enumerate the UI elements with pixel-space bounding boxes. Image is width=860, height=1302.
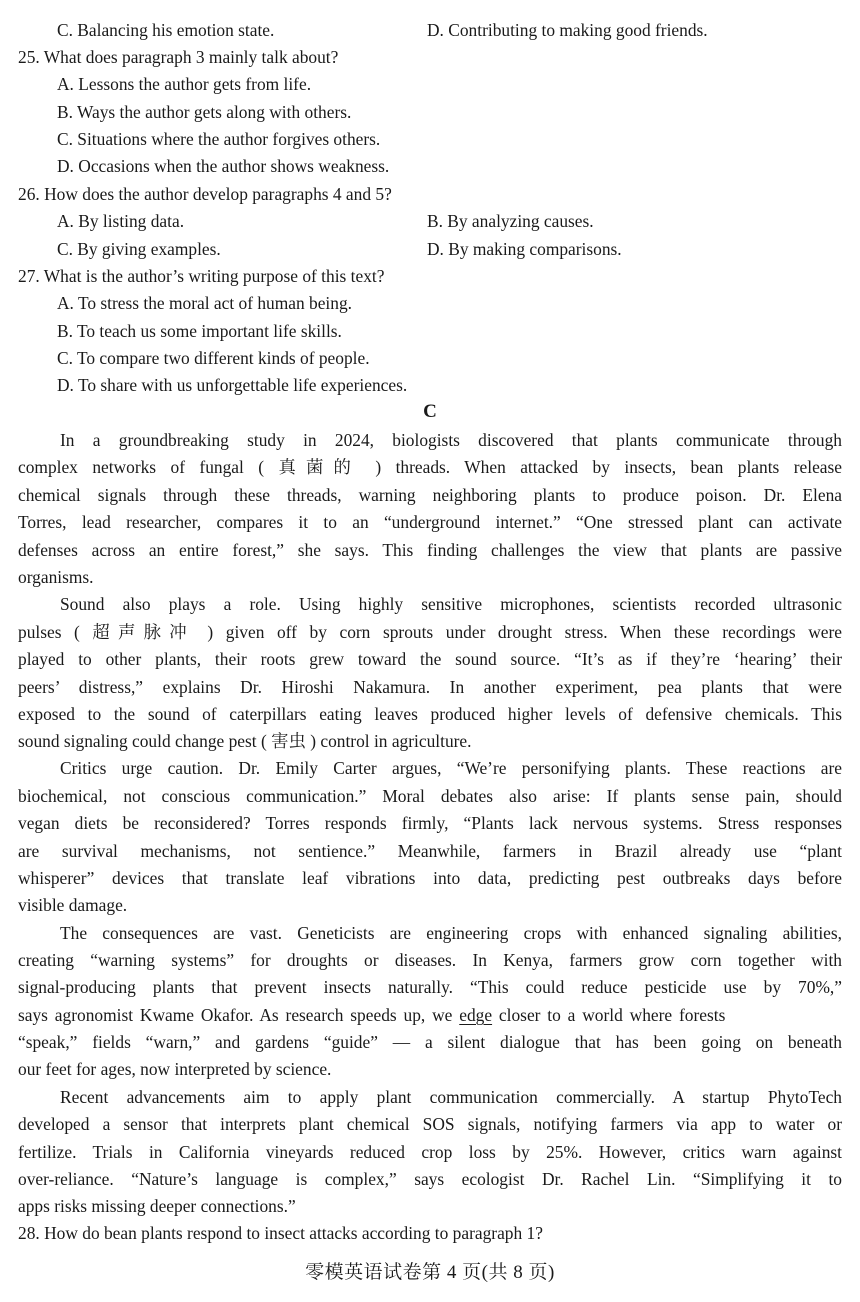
q27-stem: 27. What is the author’s writing purpose of this text? xyxy=(18,266,385,286)
paragraph-line: Torres, lead researcher, compares it to an “underground internet.” “One stressed plant can activate xyxy=(18,512,842,532)
paragraph-line: organisms. xyxy=(18,567,94,587)
paragraph-line: pulses ( 超声脉冲 ) given off by corn sprouts under drought stress. When these recordings were xyxy=(18,622,842,642)
paragraph-line: signal-producing plants that prevent insects naturally. “This could reduce pesticide use by 70%,” xyxy=(18,977,842,997)
q26-option-c: C. By giving examples. xyxy=(57,239,221,259)
paragraph-line: exposed to the sound of caterpillars eating leaves produced higher levels of defensive chemicals. This xyxy=(18,704,842,724)
q27-option-a: A. To stress the moral act of human being. xyxy=(57,293,353,313)
paragraph-line: played to other plants, their roots grew toward the sound source. “It’s as if they’re ‘hearing’ their xyxy=(18,649,842,669)
paragraph-text: closer to a world where forests xyxy=(492,1005,726,1025)
paragraph-line: complex networks of fungal ( 真菌的 ) threads. When attacked by insects, bean plants release xyxy=(18,457,842,477)
paragraph-line: fertilize. Trials in California vineyards reduced crop loss by 25%. However, critics warn against xyxy=(18,1142,842,1162)
q27-option-c: C. To compare two different kinds of people. xyxy=(57,348,370,368)
paragraph-line xyxy=(18,1004,842,1026)
q26-option-a: A. By listing data. xyxy=(57,211,185,231)
paragraph-line: Sound also plays a role. Using highly sensitive microphones, scientists recorded ultrasonic xyxy=(60,594,842,614)
q25-option-b: B. Ways the author gets along with others. xyxy=(57,102,352,122)
q27-option-d: D. To share with us unforgettable life experiences. xyxy=(57,375,408,395)
paragraph-line: “speak,” fields “warn,” and gardens “guide” — a silent dialogue that has been going on beneath xyxy=(18,1032,842,1052)
paragraph-line: biochemical, not conscious communication.” Moral debates also arise: If plants sense pain, should xyxy=(18,786,842,806)
paragraph-line: sound signaling could change pest ( 害虫 ) control in agriculture. xyxy=(18,731,472,751)
q27-option-b: B. To teach us some important life skills. xyxy=(57,321,342,341)
q25-option-c: C. Situations where the author forgives others. xyxy=(57,129,381,149)
paragraph-line: creating “warning systems” for droughts or diseases. In Kenya, farmers grow corn together with xyxy=(18,950,842,970)
q25-option-a: A. Lessons the author gets from life. xyxy=(57,74,312,94)
paragraph-line: Critics urge caution. Dr. Emily Carter argues, “We’re personifying plants. These reactions are xyxy=(60,758,842,778)
underlined-word: edge xyxy=(459,1005,493,1025)
paragraph-line: chemical signals through these threads, warning neighboring plants to produce poison. Dr. Elena xyxy=(18,485,842,505)
paragraph-line: vegan diets be reconsidered? Torres responds firmly, “Plants lack nervous systems. Stress responses xyxy=(18,813,842,833)
q28-stem: 28. How do bean plants respond to insect attacks according to paragraph 1? xyxy=(18,1223,543,1243)
paragraph-text: says agronomist Kwame Okafor. As research speeds up, we xyxy=(18,1005,453,1025)
q25-option-d: D. Occasions when the author shows weakness. xyxy=(57,156,390,176)
paragraph-line: visible damage. xyxy=(18,895,128,915)
paragraph-line: apps risks missing deeper connections.” xyxy=(18,1196,296,1216)
q24-option-d: D. Contributing to making good friends. xyxy=(427,20,708,40)
paragraph-line: peers’ distress,” explains Dr. Hiroshi Nakamura. In another experiment, pea plants that were xyxy=(18,677,842,697)
page-footer: 零模英语试卷第 4 页(共 8 页) xyxy=(305,1262,555,1283)
paragraph-line: our feet for ages, now interpreted by science. xyxy=(18,1059,332,1079)
paragraph-line: Recent advancements aim to apply plant communication commercially. A startup PhytoTech xyxy=(60,1087,842,1107)
paragraph-line: whisperer” devices that translate leaf vibrations into data, predicting pest outbreaks days before xyxy=(18,868,842,888)
paragraph-line: The consequences are vast. Geneticists are engineering crops with enhanced signaling abilities, xyxy=(60,923,842,943)
paragraph-line: In a groundbreaking study in 2024, biologists discovered that plants communicate through xyxy=(60,430,842,450)
paragraph-line: defenses across an entire forest,” she says. This finding challenges the view that plants are passive xyxy=(18,540,842,560)
q25-stem: 25. What does paragraph 3 mainly talk about? xyxy=(18,47,339,67)
q24-option-c: C. Balancing his emotion state. xyxy=(57,20,275,40)
paragraph-line: developed a sensor that interprets plant chemical SOS signals, notifying farmers via app to water or xyxy=(18,1114,842,1134)
paragraph-line: are survival mechanisms, not sentience.” Meanwhile, farmers in Brazil already use “plant xyxy=(18,841,842,861)
q26-option-d: D. By making comparisons. xyxy=(427,239,622,259)
q26-stem: 26. How does the author develop paragraphs 4 and 5? xyxy=(18,184,392,204)
q26-option-b: B. By analyzing causes. xyxy=(427,211,594,231)
paragraph-line: over-reliance. “Nature’s language is complex,” says ecologist Dr. Rachel Lin. “Simplifying it to xyxy=(18,1169,842,1189)
section-title: C xyxy=(423,401,437,422)
